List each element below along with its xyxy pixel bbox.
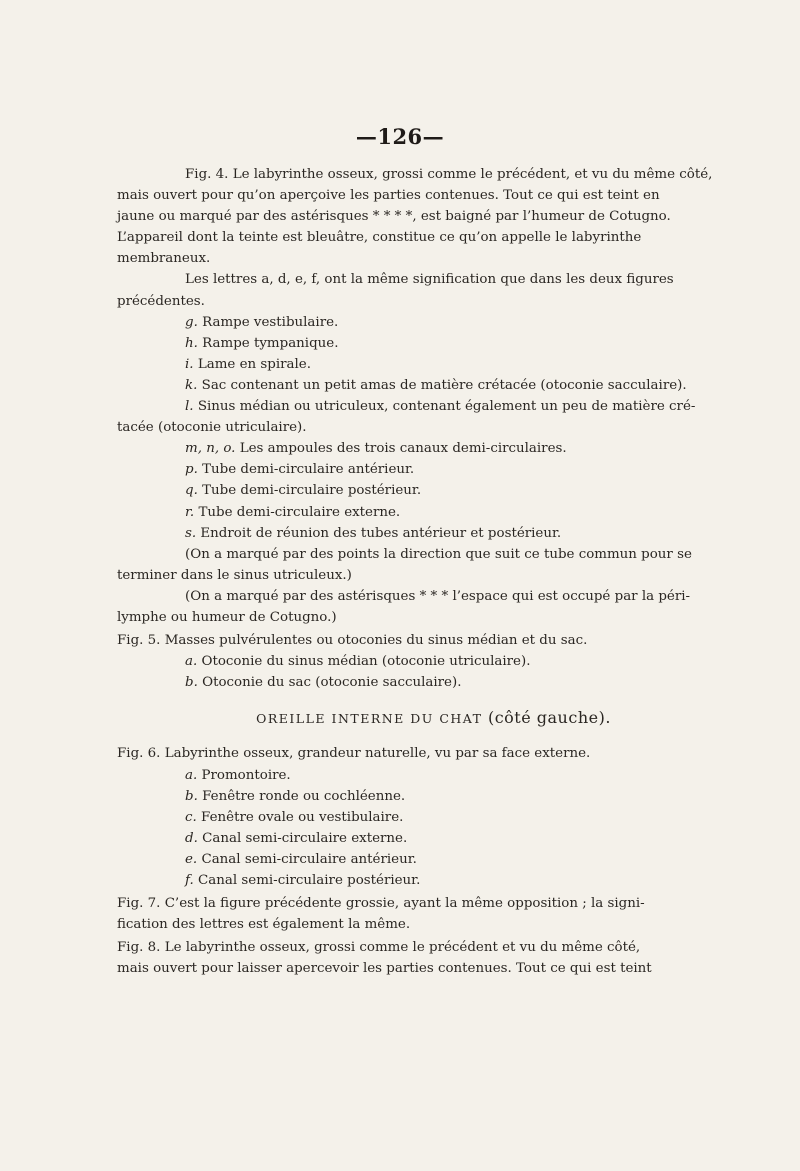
fig4-legend-list [117, 312, 750, 544]
fig6-caption: Fig. 6. Labyrinthe osseux, grandeur naturelle, vu par sa face externe. [117, 746, 591, 762]
fig5-legend-list [117, 651, 750, 693]
list-item [117, 765, 750, 786]
item-label: f. [185, 873, 194, 888]
item-label: m, n, o. [185, 441, 236, 457]
item-label: d. [185, 830, 198, 846]
fig8-line-2: mais ouvert pour laisser apercevoir les parties contenues. Tout ce qui est teint [117, 961, 652, 977]
fig4-line-2: mais ouvert pour qu’on aperçoive les parties contenues. Tout ce qui est teint en [117, 188, 660, 204]
page-number: —126— [355, 124, 445, 149]
item-text: Tube demi-circulaire postérieur. [202, 483, 422, 499]
item-text: Otoconie du sac (otoconie sacculaire). [202, 675, 462, 691]
item-label: a. [185, 654, 198, 670]
list-item [117, 849, 750, 870]
item-label: i. [185, 356, 194, 372]
section-heading [117, 707, 750, 729]
item-continuation: tacée (otoconie utriculaire). [117, 420, 307, 436]
item-text: Canal semi-circulaire externe. [202, 830, 408, 846]
item-text: Lame en spirale. [197, 356, 311, 372]
item-text: Fenêtre ronde ou cochléenne. [202, 788, 406, 804]
item-text: Promontoire. [201, 767, 291, 783]
item-text: Fenêtre ovale ou vestibulaire. [201, 809, 404, 825]
fig4-line-3: jaune ou marqué par des astérisques * * * *, est baigné par l’humeur de Cotugno. [117, 209, 671, 225]
list-item [117, 375, 750, 396]
section-heading-side: (côté gauche). [487, 708, 611, 728]
fig6-legend-list [117, 765, 750, 892]
body-text [117, 164, 750, 979]
list-item [117, 312, 750, 333]
item-text: Tube demi-circulaire antérieur. [202, 462, 415, 478]
list-item [117, 870, 750, 891]
section-heading-main: OREILLE INTERNE DU CHAT [256, 711, 483, 727]
letters-line-2: précédentes. [117, 293, 205, 309]
list-item [117, 354, 750, 375]
item-text: Rampe tympanique. [202, 335, 339, 351]
item-label: l. [185, 399, 194, 415]
list-item [117, 828, 750, 849]
list-item [117, 672, 750, 693]
fig4-line-1: Fig. 4. Le labyrinthe osseux, grossi comme le précédent, et vu du même côté, [185, 167, 713, 182]
item-text: Endroit de réunion des tubes antérieur et postérieur. [200, 525, 562, 541]
note-2-line-1: (On a marqué par des astérisques * * * l’espace qui est occupé par la péri- [185, 588, 691, 604]
item-label: q. [185, 483, 198, 499]
list-item [117, 651, 750, 672]
fig5-caption: Fig. 5. Masses pulvérulentes ou otoconies du sinus médian et du sac. [117, 633, 588, 649]
list-item [117, 523, 750, 544]
item-text: Rampe vestibulaire. [202, 314, 339, 330]
item-label: e. [185, 851, 198, 867]
note-2-line-2: lymphe ou humeur de Cotugno.) [117, 609, 337, 625]
item-label: c. [185, 809, 197, 825]
item-text: Les ampoules des trois canaux demi-circulaires. [239, 441, 567, 457]
item-text: Canal semi-circulaire antérieur. [201, 851, 417, 867]
list-item [117, 459, 750, 480]
item-label: r. [185, 504, 195, 520]
list-item [117, 396, 750, 417]
fig4-line-5: membraneux. [117, 251, 211, 267]
item-label: a. [185, 767, 198, 783]
list-item [117, 502, 750, 523]
item-label: k. [185, 377, 198, 393]
note-1-line-1: (On a marqué par des points la direction que suit ce tube commun pour se [185, 546, 692, 562]
item-label: b. [185, 788, 198, 804]
item-label: g. [185, 314, 198, 330]
item-text: Sinus médian ou utriculeux, contenant également un peu de matière cré- [197, 399, 696, 415]
note-1-line-2: terminer dans le sinus utriculeux.) [117, 567, 352, 583]
list-item [117, 333, 750, 354]
fig4-line-4: L’appareil dont la teinte est bleuâtre, constitue ce qu’on appelle le labyrinthe [117, 230, 642, 246]
item-label: h. [185, 335, 198, 351]
list-item [117, 807, 750, 828]
item-label: s. [185, 525, 197, 541]
item-label: b. [185, 675, 198, 691]
list-item [117, 438, 750, 459]
letters-line-1: Les lettres a, d, e, f, ont la même signification que dans les deux figures [185, 272, 674, 288]
fig7-line-2: fication des lettres est également la même. [117, 917, 411, 933]
list-item [117, 480, 750, 501]
item-text: Otoconie du sinus médian (otoconie utriculaire). [201, 654, 531, 670]
item-text: Canal semi-circulaire postérieur. [198, 873, 421, 888]
item-text: Sac contenant un petit amas de matière crétacée (otoconie sacculaire). [201, 377, 687, 393]
fig8-line-1: Fig. 8. Le labyrinthe osseux, grossi comme le précédent et vu du même côté, [117, 940, 641, 956]
fig7-line-1: Fig. 7. C’est la figure précédente grossie, ayant la même opposition ; la signi- [117, 896, 645, 912]
item-text: Tube demi-circulaire externe. [198, 504, 401, 520]
item-label: p. [185, 462, 198, 478]
list-item [117, 786, 750, 807]
